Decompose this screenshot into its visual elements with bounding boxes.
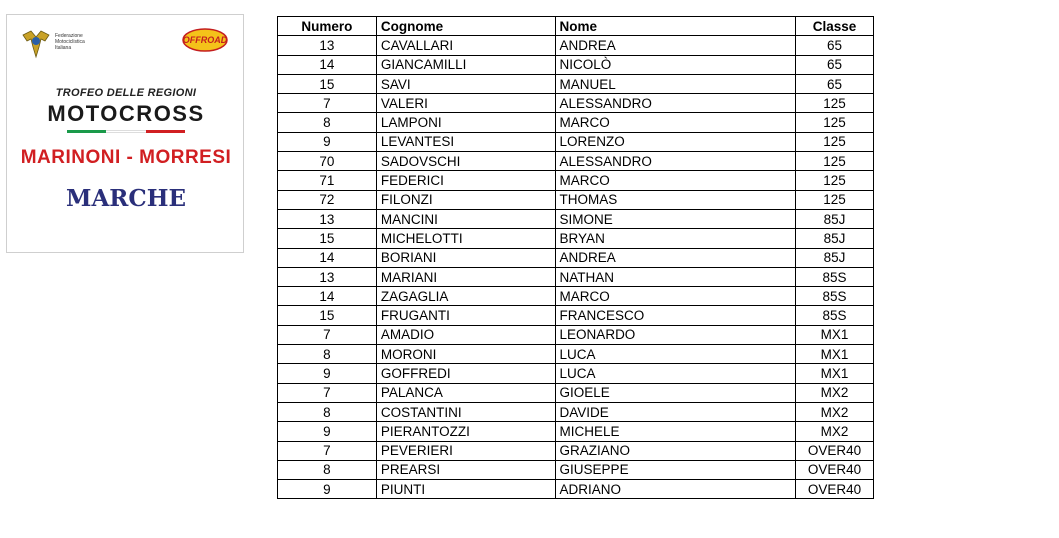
cell-cognome: COSTANTINI xyxy=(376,402,555,421)
cell-numero: 7 xyxy=(278,383,377,402)
table-row xyxy=(278,55,874,74)
cell-cognome: PREARSI xyxy=(376,460,555,479)
table-row xyxy=(278,441,874,460)
header-nome: Nome xyxy=(555,17,795,36)
fmi-logo-text: Federazione Motociclistica Italiana xyxy=(55,33,85,51)
cell-nome: GIUSEPPE xyxy=(555,460,795,479)
cell-cognome: FILONZI xyxy=(376,190,555,209)
cell-cognome: FEDERICI xyxy=(376,171,555,190)
cell-classe: 85S xyxy=(796,267,874,286)
cell-cognome: MANCINI xyxy=(376,209,555,228)
cell-cognome: LAMPONI xyxy=(376,113,555,132)
cell-nome: NICOLÒ xyxy=(555,55,795,74)
cell-nome: NATHAN xyxy=(555,267,795,286)
cell-nome: DAVIDE xyxy=(555,402,795,421)
cell-cognome: SADOVSCHI xyxy=(376,152,555,171)
flag-green xyxy=(67,130,106,133)
offroad-logo-icon xyxy=(182,27,228,53)
cell-classe: 85S xyxy=(796,306,874,325)
cell-nome: MANUEL xyxy=(555,74,795,93)
flag-red xyxy=(146,130,185,133)
cell-numero: 9 xyxy=(278,364,377,383)
header-row xyxy=(278,17,874,36)
cell-classe: OVER40 xyxy=(796,460,874,479)
offroad-logo-text: OFFROAD xyxy=(182,35,228,45)
cell-nome: ALESSANDRO xyxy=(555,152,795,171)
table-row xyxy=(278,113,874,132)
cell-nome: LUCA xyxy=(555,364,795,383)
table-row xyxy=(278,132,874,151)
cell-cognome: MICHELOTTI xyxy=(376,229,555,248)
table-row xyxy=(278,364,874,383)
cell-numero: 14 xyxy=(278,55,377,74)
cell-cognome: SAVI xyxy=(376,74,555,93)
cell-cognome: CAVALLARI xyxy=(376,36,555,55)
table-row xyxy=(278,152,874,171)
cell-classe: MX1 xyxy=(796,364,874,383)
fmi-eagle-logo-icon xyxy=(21,27,51,59)
cell-classe: 85J xyxy=(796,248,874,267)
cell-numero: 8 xyxy=(278,345,377,364)
cell-cognome: MORONI xyxy=(376,345,555,364)
cell-nome: ALESSANDRO xyxy=(555,94,795,113)
cell-numero: 8 xyxy=(278,402,377,421)
table-row xyxy=(278,460,874,479)
cell-nome: GRAZIANO xyxy=(555,441,795,460)
table-body xyxy=(278,36,874,499)
cell-classe: 85S xyxy=(796,287,874,306)
cell-classe: MX2 xyxy=(796,383,874,402)
header-numero: Numero xyxy=(278,17,377,36)
cell-numero: 14 xyxy=(278,287,377,306)
marinoni-morresi-title: MARINONI - MORRESI xyxy=(20,147,232,168)
trofeo-title: TROFEO DELLE REGIONI xyxy=(55,87,197,99)
cell-numero: 13 xyxy=(278,267,377,286)
cell-classe: 65 xyxy=(796,55,874,74)
region-title: MARCHE xyxy=(66,185,186,212)
cell-numero: 14 xyxy=(278,248,377,267)
cell-classe: 125 xyxy=(796,152,874,171)
cell-numero: 8 xyxy=(278,113,377,132)
table-row xyxy=(278,287,874,306)
cell-nome: LEONARDO xyxy=(555,325,795,344)
table-row xyxy=(278,248,874,267)
cell-numero: 7 xyxy=(278,325,377,344)
cell-numero: 72 xyxy=(278,190,377,209)
table-row xyxy=(278,422,874,441)
cell-cognome: PIUNTI xyxy=(376,480,555,499)
cell-nome: ADRIANO xyxy=(555,480,795,499)
cell-numero: 8 xyxy=(278,460,377,479)
cell-cognome: AMADIO xyxy=(376,325,555,344)
cell-nome: ANDREA xyxy=(555,36,795,55)
cell-cognome: GOFFREDI xyxy=(376,364,555,383)
cell-numero: 7 xyxy=(278,94,377,113)
cell-nome: LUCA xyxy=(555,345,795,364)
cell-numero: 9 xyxy=(278,132,377,151)
event-logo-card xyxy=(6,14,244,253)
cell-nome: SIMONE xyxy=(555,209,795,228)
cell-classe: MX2 xyxy=(796,422,874,441)
cell-cognome: PALANCA xyxy=(376,383,555,402)
cell-nome: LORENZO xyxy=(555,132,795,151)
table-row xyxy=(278,229,874,248)
cell-numero: 13 xyxy=(278,36,377,55)
table-row xyxy=(278,306,874,325)
cell-nome: FRANCESCO xyxy=(555,306,795,325)
cell-classe: 65 xyxy=(796,36,874,55)
cell-classe: 125 xyxy=(796,190,874,209)
table-row xyxy=(278,345,874,364)
cell-nome: MARCO xyxy=(555,113,795,132)
cell-cognome: FRUGANTI xyxy=(376,306,555,325)
table-row xyxy=(278,383,874,402)
cell-numero: 15 xyxy=(278,74,377,93)
cell-cognome: PIERANTOZZI xyxy=(376,422,555,441)
cell-classe: 85J xyxy=(796,229,874,248)
cell-classe: MX1 xyxy=(796,325,874,344)
table-row xyxy=(278,209,874,228)
cell-classe: 125 xyxy=(796,94,874,113)
cell-nome: MICHELE xyxy=(555,422,795,441)
cell-nome: BRYAN xyxy=(555,229,795,248)
cell-cognome: PEVERIERI xyxy=(376,441,555,460)
table-row xyxy=(278,402,874,421)
cell-numero: 9 xyxy=(278,422,377,441)
cell-nome: MARCO xyxy=(555,171,795,190)
cell-classe: 85J xyxy=(796,209,874,228)
cell-nome: MARCO xyxy=(555,287,795,306)
cell-classe: 125 xyxy=(796,132,874,151)
cell-nome: ANDREA xyxy=(555,248,795,267)
header-cognome: Cognome xyxy=(376,17,555,36)
cell-numero: 7 xyxy=(278,441,377,460)
cell-numero: 71 xyxy=(278,171,377,190)
table-row xyxy=(278,94,874,113)
cell-cognome: VALERI xyxy=(376,94,555,113)
table-row xyxy=(278,74,874,93)
table-header xyxy=(278,17,874,36)
entries-table xyxy=(277,16,874,499)
cell-classe: 65 xyxy=(796,74,874,93)
table-row xyxy=(278,171,874,190)
cell-numero: 9 xyxy=(278,480,377,499)
motocross-title: MOTOCROSS xyxy=(47,101,205,126)
cell-nome: GIOELE xyxy=(555,383,795,402)
cell-classe: OVER40 xyxy=(796,441,874,460)
table-row xyxy=(278,267,874,286)
table-row xyxy=(278,480,874,499)
cell-classe: MX2 xyxy=(796,402,874,421)
table-row xyxy=(278,36,874,55)
flag-white xyxy=(106,130,145,133)
cell-classe: 125 xyxy=(796,113,874,132)
cell-cognome: LEVANTESI xyxy=(376,132,555,151)
cell-classe: OVER40 xyxy=(796,480,874,499)
cell-nome: THOMAS xyxy=(555,190,795,209)
cell-numero: 70 xyxy=(278,152,377,171)
cell-numero: 15 xyxy=(278,229,377,248)
table-row xyxy=(278,190,874,209)
cell-cognome: GIANCAMILLI xyxy=(376,55,555,74)
cell-numero: 15 xyxy=(278,306,377,325)
italian-flag-stripe xyxy=(67,130,185,133)
header-classe: Classe xyxy=(796,17,874,36)
cell-cognome: BORIANI xyxy=(376,248,555,267)
cell-cognome: ZAGAGLIA xyxy=(376,287,555,306)
table-row xyxy=(278,325,874,344)
cell-classe: 125 xyxy=(796,171,874,190)
cell-cognome: MARIANI xyxy=(376,267,555,286)
cell-classe: MX1 xyxy=(796,345,874,364)
cell-numero: 13 xyxy=(278,209,377,228)
